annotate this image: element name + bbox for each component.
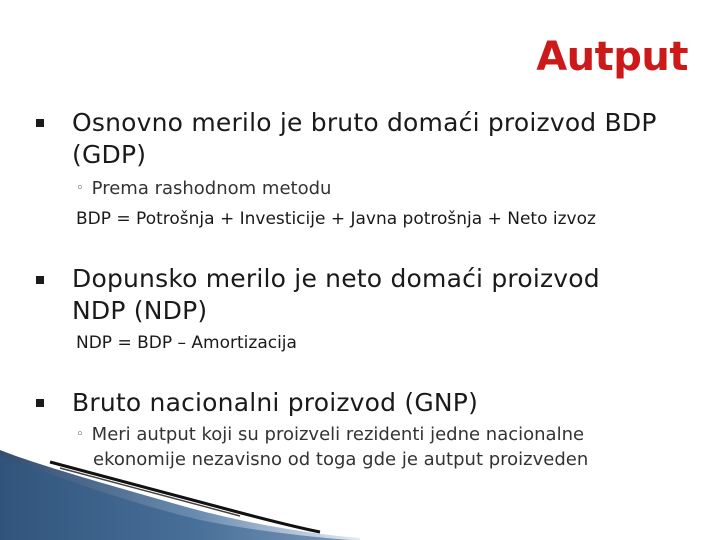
decorative-swoosh — [0, 448, 360, 540]
ring-bullet-icon: ◦ — [76, 427, 84, 442]
sub-bullet-text: Prema rashodnom metodu — [91, 178, 332, 199]
formula-gdp: BDP = Potrošnja + Investicije + Javna potrošnja + Neto izvoz — [76, 209, 596, 229]
bullet-text-line: (GDP) — [72, 140, 147, 169]
formula-ndp: NDP = BDP – Amortizacija — [76, 333, 297, 353]
bullet-item-gnp — [72, 387, 478, 419]
sub-bullet-text: Meri autput koji su proizveli rezidenti jedne nacionalne — [91, 424, 585, 445]
sub-bullet-text: ekonomije nezavisno od toga gde je autput proizveden — [93, 449, 589, 470]
bullet-icon — [36, 399, 44, 407]
slide-title: Autput — [536, 34, 688, 80]
bullet-icon — [36, 119, 44, 127]
sub-bullet-expenditure — [76, 177, 331, 202]
ring-bullet-icon: ◦ — [76, 181, 84, 196]
bullet-text-line: NDP (NDP) — [72, 296, 208, 325]
bullet-icon — [36, 276, 44, 284]
bullet-text-line: Bruto nacionalni proizvod (GNP) — [72, 388, 479, 417]
bullet-item-gdp — [72, 107, 657, 171]
bullet-text-line: Osnovno merilo je bruto domaći proizvod BDP — [72, 108, 657, 137]
bullet-text-line: Dopunsko merilo je neto domaći proizvod — [72, 264, 600, 293]
bullet-item-ndp — [72, 263, 600, 327]
